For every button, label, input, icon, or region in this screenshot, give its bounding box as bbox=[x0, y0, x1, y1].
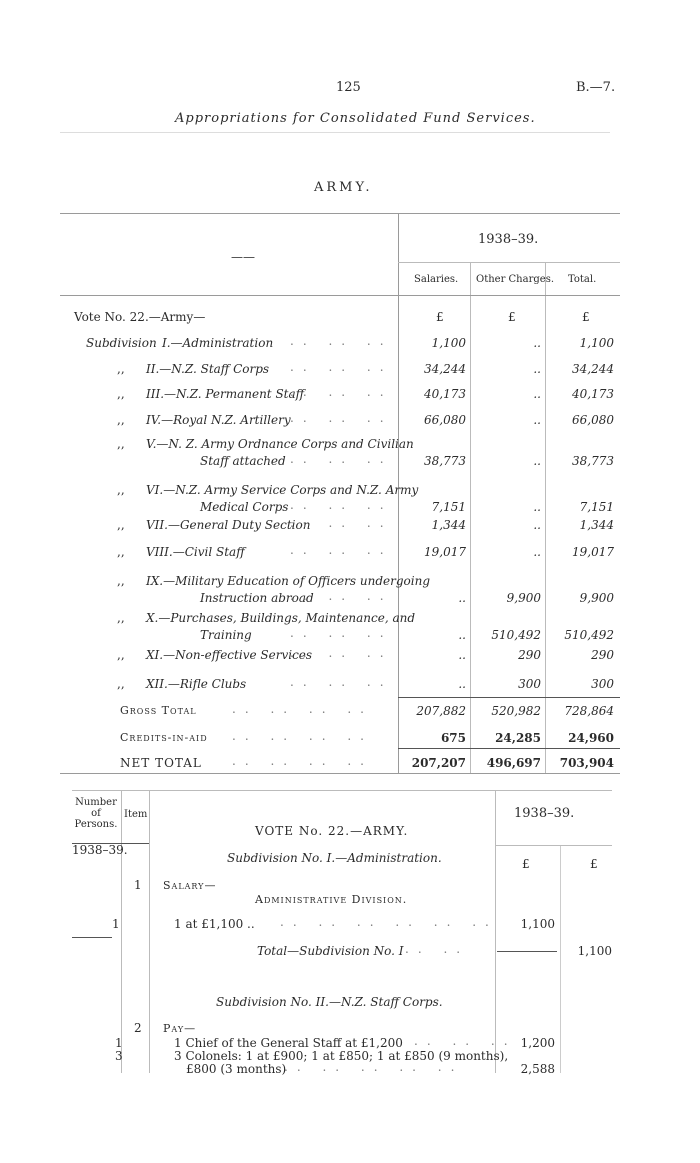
row-label: V.—N. Z. Army Ordnance Corps and Civilian bbox=[146, 437, 414, 451]
row-salaries: 1,344 bbox=[431, 518, 466, 532]
document-reference: B.—7. bbox=[576, 80, 616, 95]
row-prefix: Subdivision bbox=[86, 336, 157, 350]
row-salaries: 66,080 bbox=[424, 413, 466, 427]
net-total: 703,904 bbox=[559, 756, 614, 770]
total-subdivision-1-amount: 1,100 bbox=[577, 944, 612, 958]
net-other: 496,697 bbox=[486, 756, 541, 770]
vote-title: VOTE No. 22.—ARMY. bbox=[255, 824, 409, 838]
leader-dots: .. .. .. bbox=[290, 498, 393, 512]
subdivision-1-title: Subdivision No. I.—Administration. bbox=[227, 851, 442, 865]
row-ditto-mark: ,, bbox=[117, 677, 125, 691]
item-1-number: 1 bbox=[134, 878, 142, 892]
row-ditto-mark: ,, bbox=[117, 483, 125, 497]
leader-dots: .. .. .. bbox=[290, 360, 393, 374]
row-total: 19,017 bbox=[572, 545, 614, 559]
row-ditto-mark: ,, bbox=[117, 437, 125, 451]
leader-dots: .. .. .. bbox=[290, 334, 393, 348]
row-salaries: 40,173 bbox=[424, 387, 466, 401]
pound-salaries: £ bbox=[436, 310, 444, 324]
section-title: ARMY. bbox=[314, 180, 373, 195]
summary-year: 1938–39. bbox=[478, 232, 539, 247]
row-total: 290 bbox=[591, 648, 614, 662]
row-ditto-mark: ,, bbox=[117, 545, 125, 559]
leader-dots: .. .. .. bbox=[290, 543, 393, 557]
credits-total: 24,960 bbox=[568, 731, 614, 745]
row-ditto-mark: ,, bbox=[117, 387, 125, 401]
item-2-number: 2 bbox=[134, 1021, 142, 1035]
net-total-label: NET TOTAL bbox=[120, 756, 202, 770]
net-salaries: 207,207 bbox=[411, 756, 466, 770]
gross-total: 728,864 bbox=[564, 704, 614, 718]
detail-pound-2: £ bbox=[590, 857, 598, 871]
summary-description-dash: —— bbox=[231, 250, 255, 264]
row-other-charges: .. bbox=[533, 545, 541, 559]
row-total: 510,492 bbox=[564, 628, 614, 642]
row-label: VI.—N.Z. Army Service Corps and N.Z. Army bbox=[146, 483, 419, 497]
row-total: 1,344 bbox=[579, 518, 614, 532]
salary-label: Salary— bbox=[163, 879, 217, 892]
row-label: III.—N.Z. Permanent Staff bbox=[146, 387, 305, 401]
row-salaries: .. bbox=[458, 628, 466, 642]
detail-year-right: 1938–39. bbox=[514, 806, 575, 821]
row-ditto-mark: ,, bbox=[117, 362, 125, 376]
pay-2-persons: 3 bbox=[115, 1049, 123, 1063]
page-subtitle: Appropriations for Consolidated Fund Services. bbox=[175, 111, 536, 126]
row-salaries: .. bbox=[458, 677, 466, 691]
row-salaries: 1,100 bbox=[431, 336, 466, 350]
row-salaries: 7,151 bbox=[431, 500, 466, 514]
col-number-of-persons: Number of Persons. bbox=[74, 797, 118, 830]
row-other-charges: .. bbox=[533, 454, 541, 468]
line-1-persons: 1 bbox=[112, 917, 120, 931]
row-label: X.—Purchases, Buildings, Maintenance, and bbox=[146, 611, 416, 625]
pay-1-amount: 1,200 bbox=[520, 1036, 555, 1050]
gross-salaries: 207,882 bbox=[416, 704, 466, 718]
pay-1-persons: 1 bbox=[115, 1036, 123, 1050]
row-other-charges: 9,900 bbox=[506, 591, 541, 605]
row-salaries: .. bbox=[458, 591, 466, 605]
row-label-continued: Training bbox=[200, 628, 252, 642]
pay-2-text-continued: £800 (3 months) bbox=[186, 1062, 287, 1076]
row-other-charges: .. bbox=[533, 387, 541, 401]
col-total: Total. bbox=[568, 274, 597, 285]
credits-salaries: 675 bbox=[440, 731, 466, 745]
row-other-charges: 510,492 bbox=[491, 628, 541, 642]
row-label: VIII.—Civil Staff bbox=[146, 545, 245, 559]
row-total: 38,773 bbox=[572, 454, 614, 468]
row-label: XII.—Rifle Clubs bbox=[146, 677, 247, 691]
row-other-charges: .. bbox=[533, 336, 541, 350]
page-number: 125 bbox=[336, 80, 361, 95]
gross-total-label: Gross Total bbox=[120, 704, 197, 717]
row-label: II.—N.Z. Staff Corps bbox=[146, 362, 270, 376]
leader-dots: .. .. .. bbox=[290, 452, 393, 466]
row-label: XI.—Non-effective Services bbox=[146, 648, 313, 662]
col-other-charges: Other Charges. bbox=[476, 274, 554, 285]
row-ditto-mark: ,, bbox=[117, 518, 125, 532]
row-salaries: 38,773 bbox=[424, 454, 466, 468]
pay-label: Pay— bbox=[163, 1022, 197, 1035]
leader-dots: .. .. .. bbox=[290, 626, 393, 640]
row-salaries: 19,017 bbox=[424, 545, 466, 559]
administrative-division: Administrative Division. bbox=[255, 893, 408, 906]
gross-other: 520,982 bbox=[491, 704, 541, 718]
row-other-charges: .. bbox=[533, 518, 541, 532]
row-other-charges: 300 bbox=[518, 677, 541, 691]
row-salaries: 34,244 bbox=[424, 362, 466, 376]
pay-2-amount: 2,588 bbox=[520, 1062, 555, 1076]
header-rule bbox=[60, 132, 610, 133]
leader-dots: .. .. .. bbox=[290, 385, 393, 399]
leader-dots: .. .. .. bbox=[290, 589, 393, 603]
leader-dots: .. .. .. bbox=[290, 675, 393, 689]
total-subdivision-1-label: Total—Subdivision No. I bbox=[257, 944, 404, 958]
row-total: 40,173 bbox=[572, 387, 614, 401]
col-salaries: Salaries. bbox=[414, 274, 459, 285]
pound-total: £ bbox=[582, 310, 590, 324]
row-total: 66,080 bbox=[572, 413, 614, 427]
row-total: 300 bbox=[591, 677, 614, 691]
row-total: 34,244 bbox=[572, 362, 614, 376]
row-label: IX.—Military Education of Officers undergoing bbox=[146, 574, 430, 588]
row-total: 7,151 bbox=[579, 500, 614, 514]
col-item: Item bbox=[124, 809, 148, 820]
row-other-charges: .. bbox=[533, 413, 541, 427]
row-other-charges: 290 bbox=[518, 648, 541, 662]
line-1-amount: 1,100 bbox=[520, 917, 555, 931]
pay-1-text: 1 Chief of the General Staff at £1,200 bbox=[174, 1036, 403, 1050]
row-ditto-mark: ,, bbox=[117, 648, 125, 662]
credits-label: Credits-in-aid bbox=[120, 731, 208, 744]
row-label: VII.—General Duty Section bbox=[146, 518, 311, 532]
row-label-continued: Medical Corps bbox=[200, 500, 289, 514]
pound-other: £ bbox=[508, 310, 516, 324]
row-ditto-mark: ,, bbox=[117, 413, 125, 427]
leader-dots: .. .. .. bbox=[290, 516, 393, 530]
leader-dots: .. .. .. bbox=[290, 411, 393, 425]
row-ditto-mark: ,, bbox=[117, 611, 125, 625]
row-ditto-mark: ,, bbox=[117, 574, 125, 588]
row-label: IV.—Royal N.Z. Artillery bbox=[146, 413, 291, 427]
subdivision-2-title: Subdivision No. II.—N.Z. Staff Corps. bbox=[216, 995, 443, 1009]
row-label-continued: Instruction abroad bbox=[200, 591, 314, 605]
row-other-charges: .. bbox=[533, 362, 541, 376]
detail-year-left: 1938–39. bbox=[72, 843, 128, 857]
vote-label: Vote No. 22.—Army— bbox=[74, 310, 206, 324]
pay-2-text: 3 Colonels: 1 at £900; 1 at £850; 1 at £850 (9 months), bbox=[174, 1049, 509, 1063]
line-1-text: 1 at £1,100 .. bbox=[174, 917, 255, 931]
row-total: 1,100 bbox=[579, 336, 614, 350]
row-label-continued: Staff attached bbox=[200, 454, 286, 468]
row-salaries: .. bbox=[458, 648, 466, 662]
row-total: 9,900 bbox=[579, 591, 614, 605]
row-label: I.—Administration bbox=[162, 336, 274, 350]
row-other-charges: .. bbox=[533, 500, 541, 514]
detail-pound-1: £ bbox=[522, 857, 530, 871]
leader-dots: .. .. .. bbox=[290, 646, 393, 660]
credits-other: 24,285 bbox=[495, 731, 541, 745]
